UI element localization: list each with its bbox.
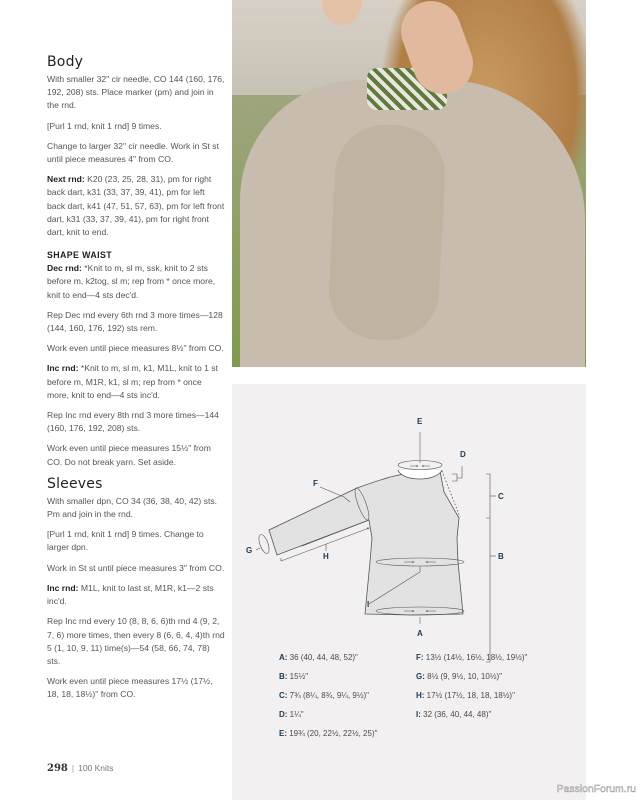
inc-rnd bbox=[47, 362, 225, 402]
schematic-panel bbox=[232, 384, 586, 800]
label-i: I bbox=[367, 600, 370, 609]
page-footer bbox=[47, 763, 114, 774]
body-heading: Body bbox=[47, 54, 84, 70]
sleeves-rep-inc: Rep Inc rnd every 10 (8, 8, 6, 6)th rnd 4 (9, 2, 7, 6) more times, then every 8 (6, 6, 4, 4)th rnd 5 (1, 10, 9, 11) time(s)—54 (58, 66, 74, 78) sts. bbox=[47, 616, 225, 666]
body-paragraph-2: [Purl 1 rnd, knit 1 rnd] 9 times. bbox=[47, 120, 162, 131]
sweater-outline bbox=[297, 471, 463, 615]
measurement-d: D: 1¼" bbox=[279, 710, 304, 719]
body-paragraph-3: Change to larger 32" cir needle. Work in St st until piece measures 4" from CO. bbox=[47, 140, 219, 165]
book-title: 100 Knits bbox=[78, 763, 114, 773]
measurement-g: G: 8½ (9, 9½, 10, 10½)" bbox=[416, 672, 502, 681]
body-paragraph-1: With smaller 32" cir needle, CO 144 (160, 176, 192, 208) sts. Place marker (pm) and join in the rnd. bbox=[47, 74, 225, 111]
photo-sleeve bbox=[326, 122, 447, 342]
watermark: PassionForum.ru bbox=[556, 784, 636, 795]
measurement-e: E: 19¾ (20, 22½, 22½, 25)" bbox=[279, 729, 378, 738]
sleeves-paragraph-3: Work in St st until piece measures 3" from CO. bbox=[47, 562, 225, 573]
label-e: E bbox=[417, 417, 423, 426]
work-even-2: Work even until piece measures 15½" from CO. Do not break yarn. Set aside. bbox=[47, 443, 211, 467]
wrist-circumference bbox=[257, 533, 271, 555]
label-a: A bbox=[417, 629, 423, 638]
sleeves-work-even: Work even until piece measures 17½ (17½, 18, 18, 18½)" from CO. bbox=[47, 676, 213, 700]
measurements-right bbox=[416, 652, 527, 728]
measurement-b: B: 15½" bbox=[279, 672, 309, 681]
rep-inc: Rep Inc rnd every 8th rnd 3 more times—144 (160, 176, 192, 208) sts. bbox=[47, 410, 219, 434]
measurement-f: F: 13½ (14½, 16½, 18½, 19½)" bbox=[416, 653, 528, 662]
sleeves-inc-text: M1L, knit to last st, M1R, k1—2 sts inc'd. bbox=[47, 582, 214, 607]
body-next-rnd bbox=[47, 173, 225, 239]
label-c: C bbox=[498, 492, 504, 501]
measurement-h: H: 17½ (17½, 18, 18, 18½)" bbox=[416, 691, 515, 700]
label-b: B bbox=[498, 552, 504, 561]
next-rnd-text: K20 (23, 25, 28, 31), pm for right back dart, k31 (33, 37, 39, 41), pm for left back dart, k41 (47, 51, 57, 63), pm for left front dart, k31 (33, 37, 39, 41), pm for right front dart, knit to end. bbox=[47, 174, 225, 238]
shape-waist-heading: SHAPE WAIST bbox=[47, 250, 113, 261]
next-rnd-label: Next rnd: bbox=[47, 174, 85, 185]
inc-rnd-label: Inc rnd: bbox=[47, 363, 79, 374]
dec-rnd-text: *Knit to m, sl m, ssk, knit to 2 sts before m, k2tog, sl m; rep from * once more, knit to end—4 sts dec'd. bbox=[47, 263, 216, 300]
dec-rnd-label: Dec rnd: bbox=[47, 263, 82, 274]
label-f: F bbox=[313, 479, 318, 488]
measurement-i: I: 32 (36, 40, 44, 48)" bbox=[416, 710, 492, 719]
measurement-c: C: 7¾ (8¼, 8¾, 9¼, 9½)" bbox=[279, 691, 370, 700]
sleeves-inc-rnd bbox=[47, 582, 225, 608]
pattern-text-column bbox=[47, 54, 225, 709]
measurements-left bbox=[279, 652, 377, 747]
sleeve-outline bbox=[269, 488, 369, 555]
label-g: G bbox=[246, 546, 253, 555]
sleeves-inc-label: Inc rnd: bbox=[47, 582, 79, 593]
sleeves-paragraph-2: [Purl 1 rnd, knit 1 rnd] 9 times. Change to larger dpn. bbox=[47, 529, 204, 553]
measurement-a: A: 36 (40, 44, 48, 52)" bbox=[279, 653, 358, 662]
footer-separator: | bbox=[71, 763, 75, 773]
sleeves-paragraph-1: With smaller dpn, CO 34 (36, 38, 40, 42) sts. Pm and join in the rnd. bbox=[47, 495, 218, 520]
label-d: D bbox=[460, 450, 466, 459]
rep-dec: Rep Dec rnd every 6th rnd 3 more times—128 (144, 160, 176, 192) sts rem. bbox=[47, 309, 223, 334]
inc-rnd-text: *Knit to m, sl m, k1, M1L, knit to 1 st before m, M1R, k1, sl m; rep from * once more, knit to end—4 sts inc'd. bbox=[47, 363, 218, 400]
sleeves-heading: Sleeves bbox=[47, 475, 103, 492]
sweater-photo bbox=[232, 0, 586, 367]
dec-rnd bbox=[47, 262, 225, 302]
page-number: 298 bbox=[47, 763, 68, 774]
work-even-1: Work even until piece measures 8½" from CO. bbox=[47, 343, 224, 354]
label-h: H bbox=[323, 552, 329, 561]
